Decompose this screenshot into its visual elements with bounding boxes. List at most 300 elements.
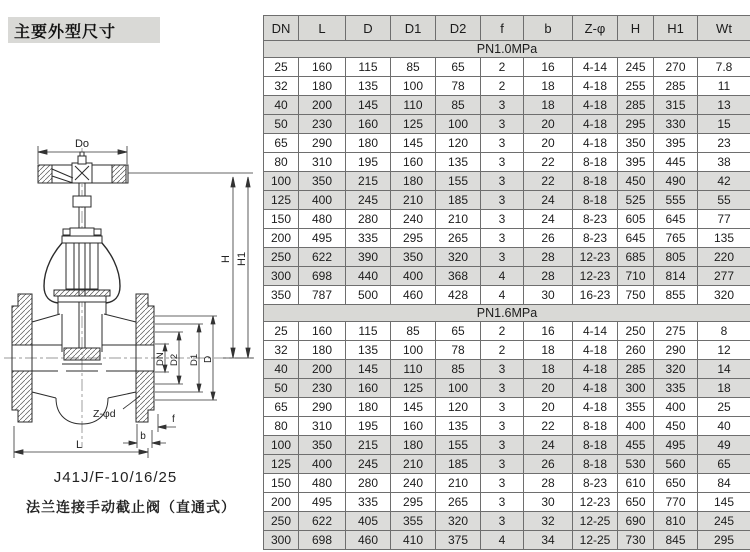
table-cell: 18 — [524, 96, 573, 115]
table-cell: 622 — [299, 248, 346, 267]
table-row — [264, 417, 750, 436]
table-cell: 230 — [299, 379, 346, 398]
table-cell: 155 — [436, 436, 481, 455]
table-row — [264, 493, 750, 512]
table-cell: 16 — [524, 58, 573, 77]
table-cell: 4-18 — [573, 341, 618, 360]
table-cell: 230 — [299, 115, 346, 134]
table-cell: 390 — [346, 248, 391, 267]
table-cell: 40 — [264, 360, 299, 379]
table-cell: 240 — [391, 474, 436, 493]
dim-label-do: Do — [75, 138, 89, 150]
table-row — [264, 153, 750, 172]
table-row — [264, 379, 750, 398]
table-cell: 38 — [698, 153, 750, 172]
table-cell: 12-25 — [573, 512, 618, 531]
table-cell: 814 — [654, 267, 698, 286]
table-cell: 4 — [481, 267, 524, 286]
table-cell: 3 — [481, 191, 524, 210]
dim-label-l: L — [76, 439, 82, 451]
table-cell: 30 — [524, 493, 573, 512]
table-cell: 78 — [436, 341, 481, 360]
table-cell: 80 — [264, 153, 299, 172]
table-cell: 495 — [299, 229, 346, 248]
table-cell: 23 — [698, 134, 750, 153]
table-cell: 28 — [524, 248, 573, 267]
table-cell: 4-18 — [573, 360, 618, 379]
table-cell: 80 — [264, 417, 299, 436]
column-header: Z-φ — [573, 16, 618, 41]
table-cell: 195 — [346, 153, 391, 172]
table-cell: 20 — [524, 115, 573, 134]
table-cell: 145 — [698, 493, 750, 512]
table-cell: 125 — [264, 455, 299, 474]
dim-label-b: b — [140, 431, 146, 442]
table-cell: 480 — [299, 474, 346, 493]
table-cell: 690 — [618, 512, 654, 531]
table-cell: 350 — [264, 286, 299, 305]
column-header: L — [299, 16, 346, 41]
dimension-table-wrap — [263, 15, 750, 550]
pressure-section-header — [264, 41, 750, 58]
table-cell: 400 — [299, 455, 346, 474]
table-cell: 645 — [618, 229, 654, 248]
table-row — [264, 210, 750, 229]
table-cell: 295 — [391, 229, 436, 248]
table-cell: 650 — [654, 474, 698, 493]
table-cell: 450 — [618, 172, 654, 191]
dim-label-h1: H1 — [236, 252, 248, 266]
table-cell: 200 — [264, 493, 299, 512]
table-cell: 610 — [618, 474, 654, 493]
table-cell: 395 — [618, 153, 654, 172]
table-cell: 355 — [391, 512, 436, 531]
table-cell: 2 — [481, 58, 524, 77]
dimension-table — [263, 15, 750, 550]
table-cell: 290 — [299, 134, 346, 153]
table-cell: 32 — [524, 512, 573, 531]
table-cell: 150 — [264, 210, 299, 229]
table-cell: 32 — [264, 341, 299, 360]
table-cell: 4-18 — [573, 77, 618, 96]
page-title: 主要外型尺寸 — [8, 17, 160, 43]
table-cell: 3 — [481, 134, 524, 153]
table-cell: 24 — [524, 210, 573, 229]
dim-label-d2: D2 — [169, 354, 180, 366]
table-cell: 135 — [346, 341, 391, 360]
table-cell: 85 — [436, 96, 481, 115]
table-cell: 770 — [654, 493, 698, 512]
column-header: b — [524, 16, 573, 41]
table-cell: 428 — [436, 286, 481, 305]
table-cell: 530 — [618, 455, 654, 474]
table-row — [264, 436, 750, 455]
table-cell: 8-18 — [573, 455, 618, 474]
table-cell: 320 — [436, 248, 481, 267]
table-cell: 2 — [481, 77, 524, 96]
table-row — [264, 115, 750, 134]
dim-label-d1: D1 — [189, 354, 200, 366]
table-cell: 375 — [436, 531, 481, 550]
table-cell: 450 — [654, 417, 698, 436]
table-cell: 845 — [654, 531, 698, 550]
table-cell: 28 — [524, 267, 573, 286]
table-cell: 4 — [481, 286, 524, 305]
table-cell: 110 — [391, 360, 436, 379]
table-cell: 3 — [481, 493, 524, 512]
table-cell: 245 — [698, 512, 750, 531]
table-cell: 250 — [264, 248, 299, 267]
table-cell: 250 — [618, 322, 654, 341]
table-cell: 135 — [698, 229, 750, 248]
table-cell: 125 — [264, 191, 299, 210]
table-cell: 110 — [391, 96, 436, 115]
table-cell: 210 — [391, 191, 436, 210]
valve-cross-section-diagram — [0, 0, 263, 547]
table-cell: 3 — [481, 96, 524, 115]
table-cell: 32 — [264, 77, 299, 96]
table-cell: 260 — [618, 341, 654, 360]
table-cell: 350 — [391, 248, 436, 267]
table-cell: 240 — [391, 210, 436, 229]
table-cell: 125 — [391, 115, 436, 134]
valve-caption: 法兰连接手动截止阀（直通式） — [6, 497, 256, 517]
table-cell: 25 — [698, 398, 750, 417]
column-header: D1 — [391, 16, 436, 41]
table-cell: 84 — [698, 474, 750, 493]
table-cell: 77 — [698, 210, 750, 229]
table-cell: 8-18 — [573, 191, 618, 210]
table-cell: 495 — [654, 436, 698, 455]
table-cell: 4-14 — [573, 322, 618, 341]
table-cell: 55 — [698, 191, 750, 210]
table-cell: 65 — [264, 398, 299, 417]
table-cell: 320 — [698, 286, 750, 305]
table-cell: 100 — [391, 341, 436, 360]
dim-label-h: H — [220, 255, 232, 263]
table-cell: 65 — [264, 134, 299, 153]
table-cell: 22 — [524, 153, 573, 172]
pressure-section-label: PN1.0MPa — [264, 41, 750, 58]
table-cell: 285 — [654, 77, 698, 96]
table-cell: 3 — [481, 248, 524, 267]
table-cell: 120 — [436, 398, 481, 417]
table-cell: 195 — [346, 417, 391, 436]
table-cell: 3 — [481, 172, 524, 191]
table-row — [264, 191, 750, 210]
table-cell: 145 — [391, 134, 436, 153]
table-cell: 50 — [264, 379, 299, 398]
table-cell: 11 — [698, 77, 750, 96]
table-cell: 12-23 — [573, 267, 618, 286]
column-header: D2 — [436, 16, 481, 41]
table-cell: 300 — [264, 531, 299, 550]
table-cell: 4-18 — [573, 134, 618, 153]
table-cell: 145 — [346, 360, 391, 379]
table-cell: 810 — [654, 512, 698, 531]
table-cell: 78 — [436, 77, 481, 96]
table-cell: 400 — [618, 417, 654, 436]
table-cell: 320 — [654, 360, 698, 379]
table-cell: 290 — [654, 341, 698, 360]
table-cell: 4-18 — [573, 398, 618, 417]
table-cell: 8-23 — [573, 229, 618, 248]
table-cell: 65 — [698, 455, 750, 474]
table-cell: 145 — [391, 398, 436, 417]
column-header: H1 — [654, 16, 698, 41]
table-cell: 200 — [299, 96, 346, 115]
dim-label-d: D — [203, 356, 214, 363]
table-cell: 805 — [654, 248, 698, 267]
table-row — [264, 229, 750, 248]
table-cell: 26 — [524, 455, 573, 474]
table-row — [264, 286, 750, 305]
table-cell: 85 — [391, 58, 436, 77]
table-cell: 100 — [436, 115, 481, 134]
table-cell: 275 — [654, 322, 698, 341]
table-header-row — [264, 16, 750, 41]
table-cell: 3 — [481, 153, 524, 172]
column-header: Wt — [698, 16, 750, 41]
table-cell: 160 — [391, 153, 436, 172]
table-cell: 265 — [436, 493, 481, 512]
table-cell: 65 — [436, 58, 481, 77]
column-header: D — [346, 16, 391, 41]
table-cell: 685 — [618, 248, 654, 267]
table-cell: 40 — [698, 417, 750, 436]
column-header: f — [481, 16, 524, 41]
table-cell: 18 — [698, 379, 750, 398]
table-cell: 400 — [391, 267, 436, 286]
table-cell: 180 — [346, 134, 391, 153]
table-cell: 100 — [264, 436, 299, 455]
column-header: DN — [264, 16, 299, 41]
table-cell: 3 — [481, 210, 524, 229]
table-cell: 400 — [654, 398, 698, 417]
table-cell: 18 — [524, 77, 573, 96]
column-header: H — [618, 16, 654, 41]
table-cell: 320 — [436, 512, 481, 531]
table-cell: 3 — [481, 417, 524, 436]
table-cell: 335 — [654, 379, 698, 398]
table-cell: 350 — [618, 134, 654, 153]
table-cell: 295 — [698, 531, 750, 550]
table-cell: 650 — [618, 493, 654, 512]
table-cell: 295 — [618, 115, 654, 134]
table-cell: 410 — [391, 531, 436, 550]
table-cell: 490 — [654, 172, 698, 191]
table-cell: 18 — [524, 341, 573, 360]
table-cell: 185 — [436, 455, 481, 474]
table-cell: 155 — [436, 172, 481, 191]
table-cell: 24 — [524, 436, 573, 455]
table-cell: 368 — [436, 267, 481, 286]
table-row — [264, 77, 750, 96]
table-cell: 16-23 — [573, 286, 618, 305]
table-row — [264, 360, 750, 379]
table-cell: 350 — [299, 172, 346, 191]
table-cell: 180 — [346, 398, 391, 417]
table-cell: 210 — [391, 455, 436, 474]
table-cell: 42 — [698, 172, 750, 191]
table-cell: 125 — [391, 379, 436, 398]
table-cell: 4-18 — [573, 379, 618, 398]
table-cell: 215 — [346, 436, 391, 455]
table-cell: 255 — [618, 77, 654, 96]
table-cell: 185 — [436, 191, 481, 210]
table-cell: 210 — [436, 474, 481, 493]
table-cell: 100 — [436, 379, 481, 398]
table-cell: 24 — [524, 191, 573, 210]
table-row — [264, 58, 750, 77]
table-cell: 280 — [346, 474, 391, 493]
table-cell: 22 — [524, 172, 573, 191]
table-cell: 50 — [264, 115, 299, 134]
table-cell: 335 — [346, 493, 391, 512]
table-row — [264, 398, 750, 417]
table-cell: 495 — [299, 493, 346, 512]
table-row — [264, 474, 750, 493]
table-cell: 220 — [698, 248, 750, 267]
table-cell: 180 — [391, 436, 436, 455]
table-cell: 180 — [299, 341, 346, 360]
table-cell: 750 — [618, 286, 654, 305]
table-cell: 645 — [654, 210, 698, 229]
table-cell: 290 — [299, 398, 346, 417]
table-cell: 8-18 — [573, 417, 618, 436]
table-cell: 405 — [346, 512, 391, 531]
handwheel — [38, 152, 128, 183]
table-cell: 150 — [264, 474, 299, 493]
dim-label-dn: DN — [155, 352, 166, 366]
table-cell: 698 — [299, 531, 346, 550]
table-cell: 310 — [299, 417, 346, 436]
table-cell: 12-23 — [573, 248, 618, 267]
table-cell: 277 — [698, 267, 750, 286]
table-cell: 120 — [436, 134, 481, 153]
table-cell: 455 — [618, 436, 654, 455]
table-cell: 12 — [698, 341, 750, 360]
table-cell: 200 — [264, 229, 299, 248]
table-cell: 787 — [299, 286, 346, 305]
table-cell: 300 — [264, 267, 299, 286]
table-cell: 135 — [436, 153, 481, 172]
table-cell: 25 — [264, 58, 299, 77]
table-cell: 12-23 — [573, 493, 618, 512]
table-cell: 20 — [524, 134, 573, 153]
table-cell: 15 — [698, 115, 750, 134]
table-row — [264, 512, 750, 531]
table-row — [264, 455, 750, 474]
table-cell: 8 — [698, 322, 750, 341]
table-cell: 4-18 — [573, 115, 618, 134]
table-cell: 100 — [264, 172, 299, 191]
table-row — [264, 134, 750, 153]
table-cell: 245 — [346, 455, 391, 474]
table-cell: 34 — [524, 531, 573, 550]
pressure-section-header — [264, 305, 750, 322]
table-cell: 460 — [346, 531, 391, 550]
table-cell: 3 — [481, 379, 524, 398]
table-cell: 3 — [481, 360, 524, 379]
table-cell: 8-23 — [573, 474, 618, 493]
table-cell: 160 — [299, 58, 346, 77]
table-cell: 710 — [618, 267, 654, 286]
table-cell: 250 — [264, 512, 299, 531]
table-cell: 335 — [346, 229, 391, 248]
table-cell: 2 — [481, 322, 524, 341]
table-cell: 2 — [481, 341, 524, 360]
table-cell: 145 — [346, 96, 391, 115]
table-cell: 160 — [346, 379, 391, 398]
table-cell: 26 — [524, 229, 573, 248]
table-cell: 180 — [299, 77, 346, 96]
table-cell: 480 — [299, 210, 346, 229]
table-cell: 730 — [618, 531, 654, 550]
table-cell: 500 — [346, 286, 391, 305]
table-cell: 445 — [654, 153, 698, 172]
table-cell: 560 — [654, 455, 698, 474]
table-cell: 3 — [481, 115, 524, 134]
table-cell: 295 — [391, 493, 436, 512]
table-cell: 14 — [698, 360, 750, 379]
valve-model-number: J41J/F-10/16/25 — [28, 469, 203, 486]
table-cell: 8-23 — [573, 210, 618, 229]
table-cell: 3 — [481, 455, 524, 474]
table-cell: 30 — [524, 286, 573, 305]
table-row — [264, 267, 750, 286]
table-cell: 180 — [391, 172, 436, 191]
table-row — [264, 248, 750, 267]
dim-label-z: Z-φd — [93, 408, 116, 420]
valve-body — [12, 294, 154, 424]
table-cell: 400 — [299, 191, 346, 210]
table-cell: 395 — [654, 134, 698, 153]
table-cell: 12-25 — [573, 531, 618, 550]
table-cell: 20 — [524, 398, 573, 417]
table-cell: 135 — [346, 77, 391, 96]
table-cell: 16 — [524, 322, 573, 341]
table-cell: 4 — [481, 531, 524, 550]
table-cell: 460 — [391, 286, 436, 305]
table-cell: 315 — [654, 96, 698, 115]
table-cell: 245 — [618, 58, 654, 77]
table-row — [264, 322, 750, 341]
table-cell: 85 — [391, 322, 436, 341]
table-cell: 85 — [436, 360, 481, 379]
table-cell: 4-18 — [573, 96, 618, 115]
table-row — [264, 341, 750, 360]
table-cell: 245 — [346, 191, 391, 210]
table-cell: 3 — [481, 229, 524, 248]
table-cell: 3 — [481, 474, 524, 493]
table-cell: 855 — [654, 286, 698, 305]
table-cell: 25 — [264, 322, 299, 341]
valve-drawing-area — [0, 0, 263, 547]
table-cell: 280 — [346, 210, 391, 229]
table-cell: 115 — [346, 322, 391, 341]
table-cell: 698 — [299, 267, 346, 286]
table-cell: 200 — [299, 360, 346, 379]
table-row — [264, 172, 750, 191]
table-cell: 310 — [299, 153, 346, 172]
table-cell: 100 — [391, 77, 436, 96]
table-cell: 65 — [436, 322, 481, 341]
table-cell: 160 — [346, 115, 391, 134]
table-cell: 622 — [299, 512, 346, 531]
table-cell: 22 — [524, 417, 573, 436]
table-cell: 135 — [436, 417, 481, 436]
